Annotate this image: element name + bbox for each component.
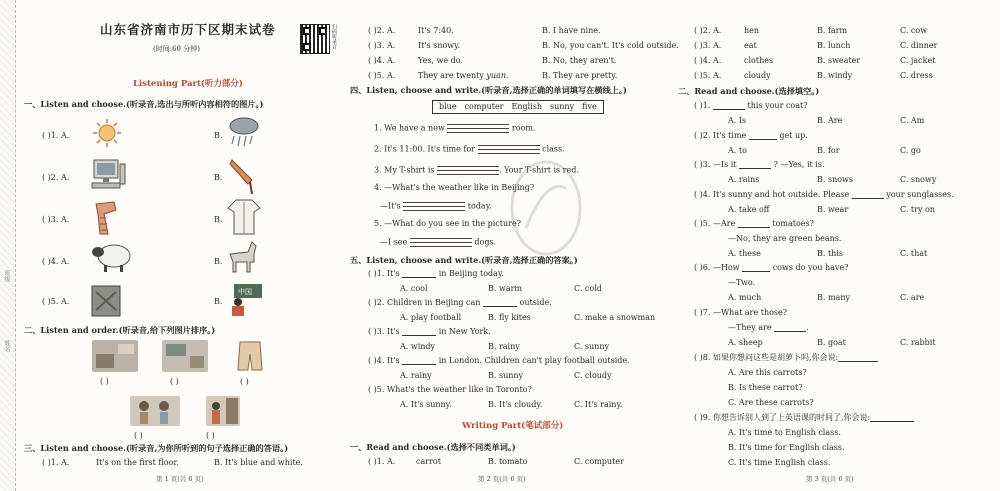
s4-line-3-post: . Your T-shirt is red. — [499, 165, 579, 175]
umbrella-icon[interactable] — [228, 156, 256, 196]
p3-q1-c: C. Am — [900, 116, 925, 125]
p3-q9-blank[interactable] — [870, 421, 914, 422]
s5-q5-c: C. It's rainy. — [574, 400, 623, 409]
s5-q4-a: A. rainy — [400, 371, 432, 380]
s5-q5-b: B. It's cloudy. — [488, 400, 543, 409]
p3-q6-sub: —Two. — [728, 278, 756, 287]
p3-item-3-c: C. dinner — [900, 41, 938, 50]
p3-q8-a: A. Are this carrots? — [728, 368, 807, 377]
p3-q5-blank[interactable] — [738, 227, 770, 228]
p2-top-item-4-b: B. No, they aren't. — [542, 56, 617, 65]
word-box-item: blue — [439, 102, 457, 111]
s5-q4 — [368, 357, 630, 365]
clothes-icon[interactable] — [90, 284, 122, 318]
w1-item-1-num[interactable]: ( )1. A. — [368, 457, 396, 466]
word-box-item: five — [582, 102, 597, 111]
shorts-icon[interactable] — [236, 340, 264, 372]
page-2-footer: 第 2 页(共 6 页) — [478, 475, 526, 483]
p2-top-item-5-b: B. They are pretty. — [542, 71, 618, 80]
p3-q7-blank[interactable] — [774, 331, 806, 332]
qr-caption: 扫码听录音 — [331, 24, 337, 49]
s5-q2-text: ( )2. Children in Beijing can — [368, 298, 481, 307]
s5-q2-post: outside. — [519, 298, 552, 307]
p3-q3-text: ( )3. —Is it — [694, 160, 737, 169]
s2-paren-3[interactable]: ( ) — [240, 377, 249, 386]
p3-q7-c: C. rabbit — [900, 338, 936, 347]
s1-item-3-b-label: B. — [214, 215, 223, 224]
p3-q8-blank[interactable] — [838, 361, 878, 362]
section-4-heading: 四、Listen, choose and write.(听录音,选择正确的单词填写在横线上。) — [350, 85, 627, 95]
p3-q8-c: C. Are these carrots? — [728, 398, 814, 407]
p3-q1-b: B. Are — [817, 116, 843, 125]
s3-item-1-b: B. It's blue and white. — [214, 458, 303, 467]
p3-q9-text: ( )9. 你想告诉别人到了上英语课的时间了,你会说: — [694, 413, 871, 422]
s4-line-2 — [374, 145, 565, 154]
s1-item-3-num[interactable]: ( )3. A. — [42, 215, 70, 224]
s2-paren-4[interactable]: ( ) — [134, 431, 143, 440]
p3-q8-b: B. Is these carrot? — [728, 383, 803, 392]
section-2-heading: 二、Listen and order.(听录音,给下列图片排序。) — [24, 325, 216, 335]
section-5-heading: 五、Listen, choose and write.(听录音,选择正确的答案。) — [350, 255, 578, 265]
s5-q5-a: A. It's sunny. — [400, 400, 452, 409]
p3-q1-blank[interactable] — [713, 109, 745, 110]
qr-code-icon[interactable] — [300, 24, 330, 54]
sun-icon[interactable] — [92, 118, 122, 148]
s5-q2-c: C. make a snowman — [574, 313, 656, 322]
w1-item-1-c: C. computer — [574, 457, 624, 466]
p3-q9 — [694, 414, 914, 422]
p3-q6-text: ( )6. —How — [694, 263, 740, 272]
s5-q3-c: C. sunny — [574, 342, 610, 351]
s5-q2-b: B. fly kites — [488, 313, 531, 322]
s4-line-5b — [380, 238, 496, 247]
p2-top-item-5-a-italic: yuan. — [486, 71, 509, 80]
s4-line-5: 5. —What do you see in the picture? — [374, 219, 521, 228]
s4-answer-3[interactable] — [437, 166, 499, 175]
s1-item-2-num[interactable]: ( )2. A. — [42, 173, 70, 182]
s1-item-1-num[interactable]: ( )1. A. — [42, 131, 70, 140]
p2-top-item-3-num[interactable]: ( )3. A. — [368, 41, 396, 50]
teacher-icon[interactable] — [226, 282, 264, 318]
listening-part-title: Listening Part(听力部分) — [133, 79, 243, 89]
p3-q5-text: ( )5. —Are — [694, 219, 736, 228]
p3-q8 — [694, 354, 878, 362]
s5-blank-2[interactable] — [483, 306, 517, 307]
s5-q3-text: ( )3. It's — [368, 327, 400, 336]
p3-item-2-a: hen — [744, 26, 760, 35]
rain-cloud-icon[interactable] — [226, 116, 262, 150]
binding-label-class: 班级 — [3, 270, 10, 282]
p3-section-2-heading: 二、Read and choose.(选择填空。) — [678, 86, 820, 96]
s5-q5: ( )5. What's the weather like in Toronto? — [368, 385, 532, 394]
p3-q5-sub: —No, they are green beans. — [728, 234, 842, 243]
p3-q6-c: C. are — [900, 293, 925, 302]
s4-line-1-post: room. — [511, 123, 536, 133]
p3-q4-c: C. try on — [900, 205, 935, 214]
s5-q1-text: ( )1. It's — [368, 269, 400, 278]
p3-q5-a: A. these — [728, 249, 761, 258]
p3-item-3-a: eat — [744, 41, 757, 50]
p3-q7: ( )7. —What are those? — [694, 308, 788, 317]
watermark-logo-icon — [506, 158, 586, 258]
binding-label-name: 姓名 — [3, 340, 10, 352]
page-3-footer: 第 3 页(共 6 页) — [806, 475, 854, 483]
p2-top-item-5-a — [418, 72, 509, 80]
p3-item-5-b: B. windy — [817, 71, 853, 80]
s4-line-1 — [374, 124, 535, 133]
p3-q6 — [694, 264, 848, 272]
s1-item-2-b-label: B. — [214, 173, 223, 182]
s5-blank-4[interactable] — [402, 364, 436, 365]
s2-paren-5[interactable]: ( ) — [206, 431, 215, 440]
p3-q4-blank[interactable] — [852, 198, 884, 199]
s5-q4-b: B. sunny — [488, 371, 524, 380]
sheep-icon[interactable] — [90, 240, 134, 274]
word-box — [432, 100, 604, 114]
p3-q1-a: A. Is — [728, 116, 747, 125]
p3-q9-c: C. It's time English class. — [728, 458, 831, 467]
girl-door-icon[interactable] — [206, 396, 240, 426]
p2-top-item-5-a-text: They are twenty — [418, 71, 484, 80]
p3-q7-a: A. sheep — [728, 338, 763, 347]
p2-top-item-3-a: It's snowy. — [418, 41, 461, 50]
s3-item-1-num[interactable]: ( )1. A. — [42, 458, 70, 467]
p3-q8-text: ( )8. 如果你想问这些是胡萝卜吗,你会说: — [694, 353, 839, 362]
s4-line-2-pre: 2. It's 11:00. It's time for — [374, 144, 475, 154]
p3-item-4-num[interactable]: ( )4. A. — [694, 56, 722, 65]
p3-item-4-a: clothes — [744, 56, 774, 65]
p3-item-5-num[interactable]: ( )5. A. — [694, 71, 722, 80]
p3-q5-c: C. that — [900, 249, 928, 258]
p3-item-4-c: C. jacket — [900, 56, 936, 65]
s1-item-4-b-label: B. — [214, 257, 223, 266]
p3-q3 — [694, 161, 825, 169]
p3-q2-b: B. for — [817, 146, 840, 155]
page-title: 山东省济南市历下区期末试卷 — [100, 22, 276, 37]
classroom-scene-icon[interactable] — [162, 340, 208, 372]
s1-item-4-num[interactable]: ( )4. A. — [42, 257, 70, 266]
p3-q3-blank[interactable] — [739, 168, 771, 169]
computer-icon[interactable] — [90, 158, 126, 192]
s5-q4-c: C. cloudy — [574, 371, 612, 380]
s4-line-2-post: class. — [542, 144, 565, 154]
page-2 — [338, 0, 679, 491]
p3-item-2-b: B. farm — [817, 26, 848, 35]
s5-q2-a: A. play football — [400, 313, 462, 322]
boys-scene-icon[interactable] — [130, 396, 180, 426]
word-box-item: computer — [464, 102, 504, 111]
s5-q1 — [368, 270, 504, 278]
p2-top-item-2-a: It's 7:40. — [418, 26, 454, 35]
s5-q1-c: C. cold — [574, 284, 602, 293]
p2-top-item-2-b: B. I have nine. — [542, 26, 601, 35]
s1-item-5-num[interactable]: ( )5. A. — [42, 297, 70, 306]
p3-q6-blank[interactable] — [742, 271, 770, 272]
s4-answer-2[interactable] — [478, 145, 540, 154]
s4-line-3-pre: 3. My T-shirt is — [374, 165, 435, 175]
p2-top-item-2-num[interactable]: ( )2. A. — [368, 26, 396, 35]
p3-item-2-num[interactable]: ( )2. A. — [694, 26, 722, 35]
w1-item-1-b: B. tomato — [488, 457, 528, 466]
p3-q7-sub-post: . — [806, 323, 809, 332]
p3-q2-a: A. to — [728, 146, 747, 155]
s5-q3 — [368, 328, 491, 336]
s4-answer-4[interactable] — [403, 202, 465, 211]
s5-q2 — [368, 299, 552, 307]
p3-q4-b: B. wear — [817, 205, 849, 214]
p3-q3-post: ? —Yes, it is. — [773, 160, 825, 169]
scarf-icon[interactable] — [90, 200, 120, 236]
p3-q3-b: B. snows — [817, 175, 853, 184]
s4-line-1-pre: 1. We have a new — [374, 123, 445, 133]
shirt-icon[interactable] — [226, 198, 262, 236]
p3-item-3-b: B. lunch — [817, 41, 851, 50]
word-box-item: sunny — [550, 102, 575, 111]
p3-q2-post: get up. — [779, 131, 808, 140]
w1-item-1-a: carrot — [416, 457, 441, 466]
s4-line-5b-pre: —I see — [380, 237, 408, 247]
s4-answer-1[interactable] — [447, 124, 509, 133]
p3-q2-blank[interactable] — [749, 139, 777, 140]
p3-q9-a: A. It's time to English class. — [728, 428, 841, 437]
s4-line-4b-post: today. — [467, 201, 492, 211]
s4-line-5b-post: dogs. — [474, 237, 497, 247]
s4-line-4b — [380, 202, 492, 211]
p3-q1-text: ( )1. — [694, 101, 711, 110]
svg-text:中国: 中国 — [238, 288, 252, 296]
page-1-footer: 第 1 页(共 6 页) — [156, 475, 204, 483]
s5-q1-a: A. cool — [400, 284, 428, 293]
s4-line-4b-pre: —It's — [380, 201, 401, 211]
s3-item-1-a: It's on the first floor. — [96, 458, 179, 467]
p3-q5-post: tomatoes? — [772, 219, 814, 228]
p2-top-item-4-num[interactable]: ( )4. A. — [368, 56, 396, 65]
p3-q2-text: ( )2. It's time — [694, 131, 747, 140]
s5-q4-post: in London. Children can't play football outside. — [438, 356, 630, 365]
p3-item-4-b: B. sweater — [817, 56, 861, 65]
horse-icon[interactable] — [226, 240, 260, 274]
s5-q1-b: B. warm — [488, 284, 522, 293]
s5-blank-3[interactable] — [402, 335, 436, 336]
s2-paren-2[interactable]: ( ) — [170, 377, 179, 386]
writing-section-1-heading: 一、Read and choose.(选择不同类单词。) — [350, 442, 516, 452]
s5-q1-post: in Beijing today. — [438, 269, 504, 278]
s5-blank-1[interactable] — [402, 277, 436, 278]
page-3 — [672, 0, 1000, 491]
p3-q6-b: B. many — [817, 293, 850, 302]
p3-q3-a: A. rains — [728, 175, 760, 184]
time-note: (时间:60 分钟) — [153, 45, 200, 53]
p3-q5-b: B. this — [817, 249, 843, 258]
s4-answer-5[interactable] — [410, 238, 472, 247]
section-1-heading: 一、Listen and choose.(听录音,选出与所听内容相符的图片。) — [24, 99, 264, 109]
section-3-heading: 三、Listen and choose.(听录音,为你所听到的句子选择正确的答语。) — [24, 443, 289, 453]
p3-q7-sub — [728, 324, 809, 332]
p3-q3-c: C. snowy — [900, 175, 937, 184]
p3-q7-sub-pre: —They are — [728, 323, 772, 332]
page-1 — [0, 0, 335, 491]
bedroom-scene-icon[interactable] — [92, 340, 138, 372]
s1-item-5-b-label: B. — [214, 297, 223, 306]
p3-q1-post: this your coat? — [747, 101, 808, 110]
p3-q4-a: A. take off — [728, 205, 770, 214]
p3-item-3-num[interactable]: ( )3. A. — [694, 41, 722, 50]
p3-q4-post: your sunglasses. — [886, 190, 954, 199]
s5-q3-post: in New York. — [438, 327, 491, 336]
p2-top-item-5-num[interactable]: ( )5. A. — [368, 71, 396, 80]
writing-part-title: Writing Part(笔试部分) — [462, 421, 564, 431]
p3-q4-text: ( )4. It's sunny and hot outside. Please — [694, 190, 850, 199]
p3-q5 — [694, 220, 814, 228]
s5-q3-a: A. windy — [400, 342, 436, 351]
p2-top-item-4-a: Yes, we do. — [418, 56, 463, 65]
word-box-item: English — [511, 102, 543, 111]
p3-q4 — [694, 191, 954, 199]
p3-q7-b: B. goat — [817, 338, 846, 347]
p3-q1 — [694, 102, 808, 110]
p3-item-5-c: C. dress — [900, 71, 933, 80]
s2-paren-1[interactable]: ( ) — [100, 377, 109, 386]
p3-q2 — [694, 132, 808, 140]
p3-q9-b: B. It's time for English class. — [728, 443, 845, 452]
p3-q6-post: cows do you have? — [772, 263, 849, 272]
s5-q4-text: ( )4. It's — [368, 356, 400, 365]
s4-line-4: 4. —What's the weather like in Beijing? — [374, 183, 535, 192]
p3-item-2-c: C. cow — [900, 26, 928, 35]
p3-q2-c: C. go — [900, 146, 921, 155]
p2-top-item-3-b: B. No, you can't. It's cold outside. — [542, 41, 679, 50]
p3-q6-a: A. much — [728, 293, 762, 302]
p3-item-5-a: cloudy — [744, 71, 771, 80]
s5-q3-b: B. rainy — [488, 342, 520, 351]
s1-item-1-b-label: B. — [214, 131, 223, 140]
